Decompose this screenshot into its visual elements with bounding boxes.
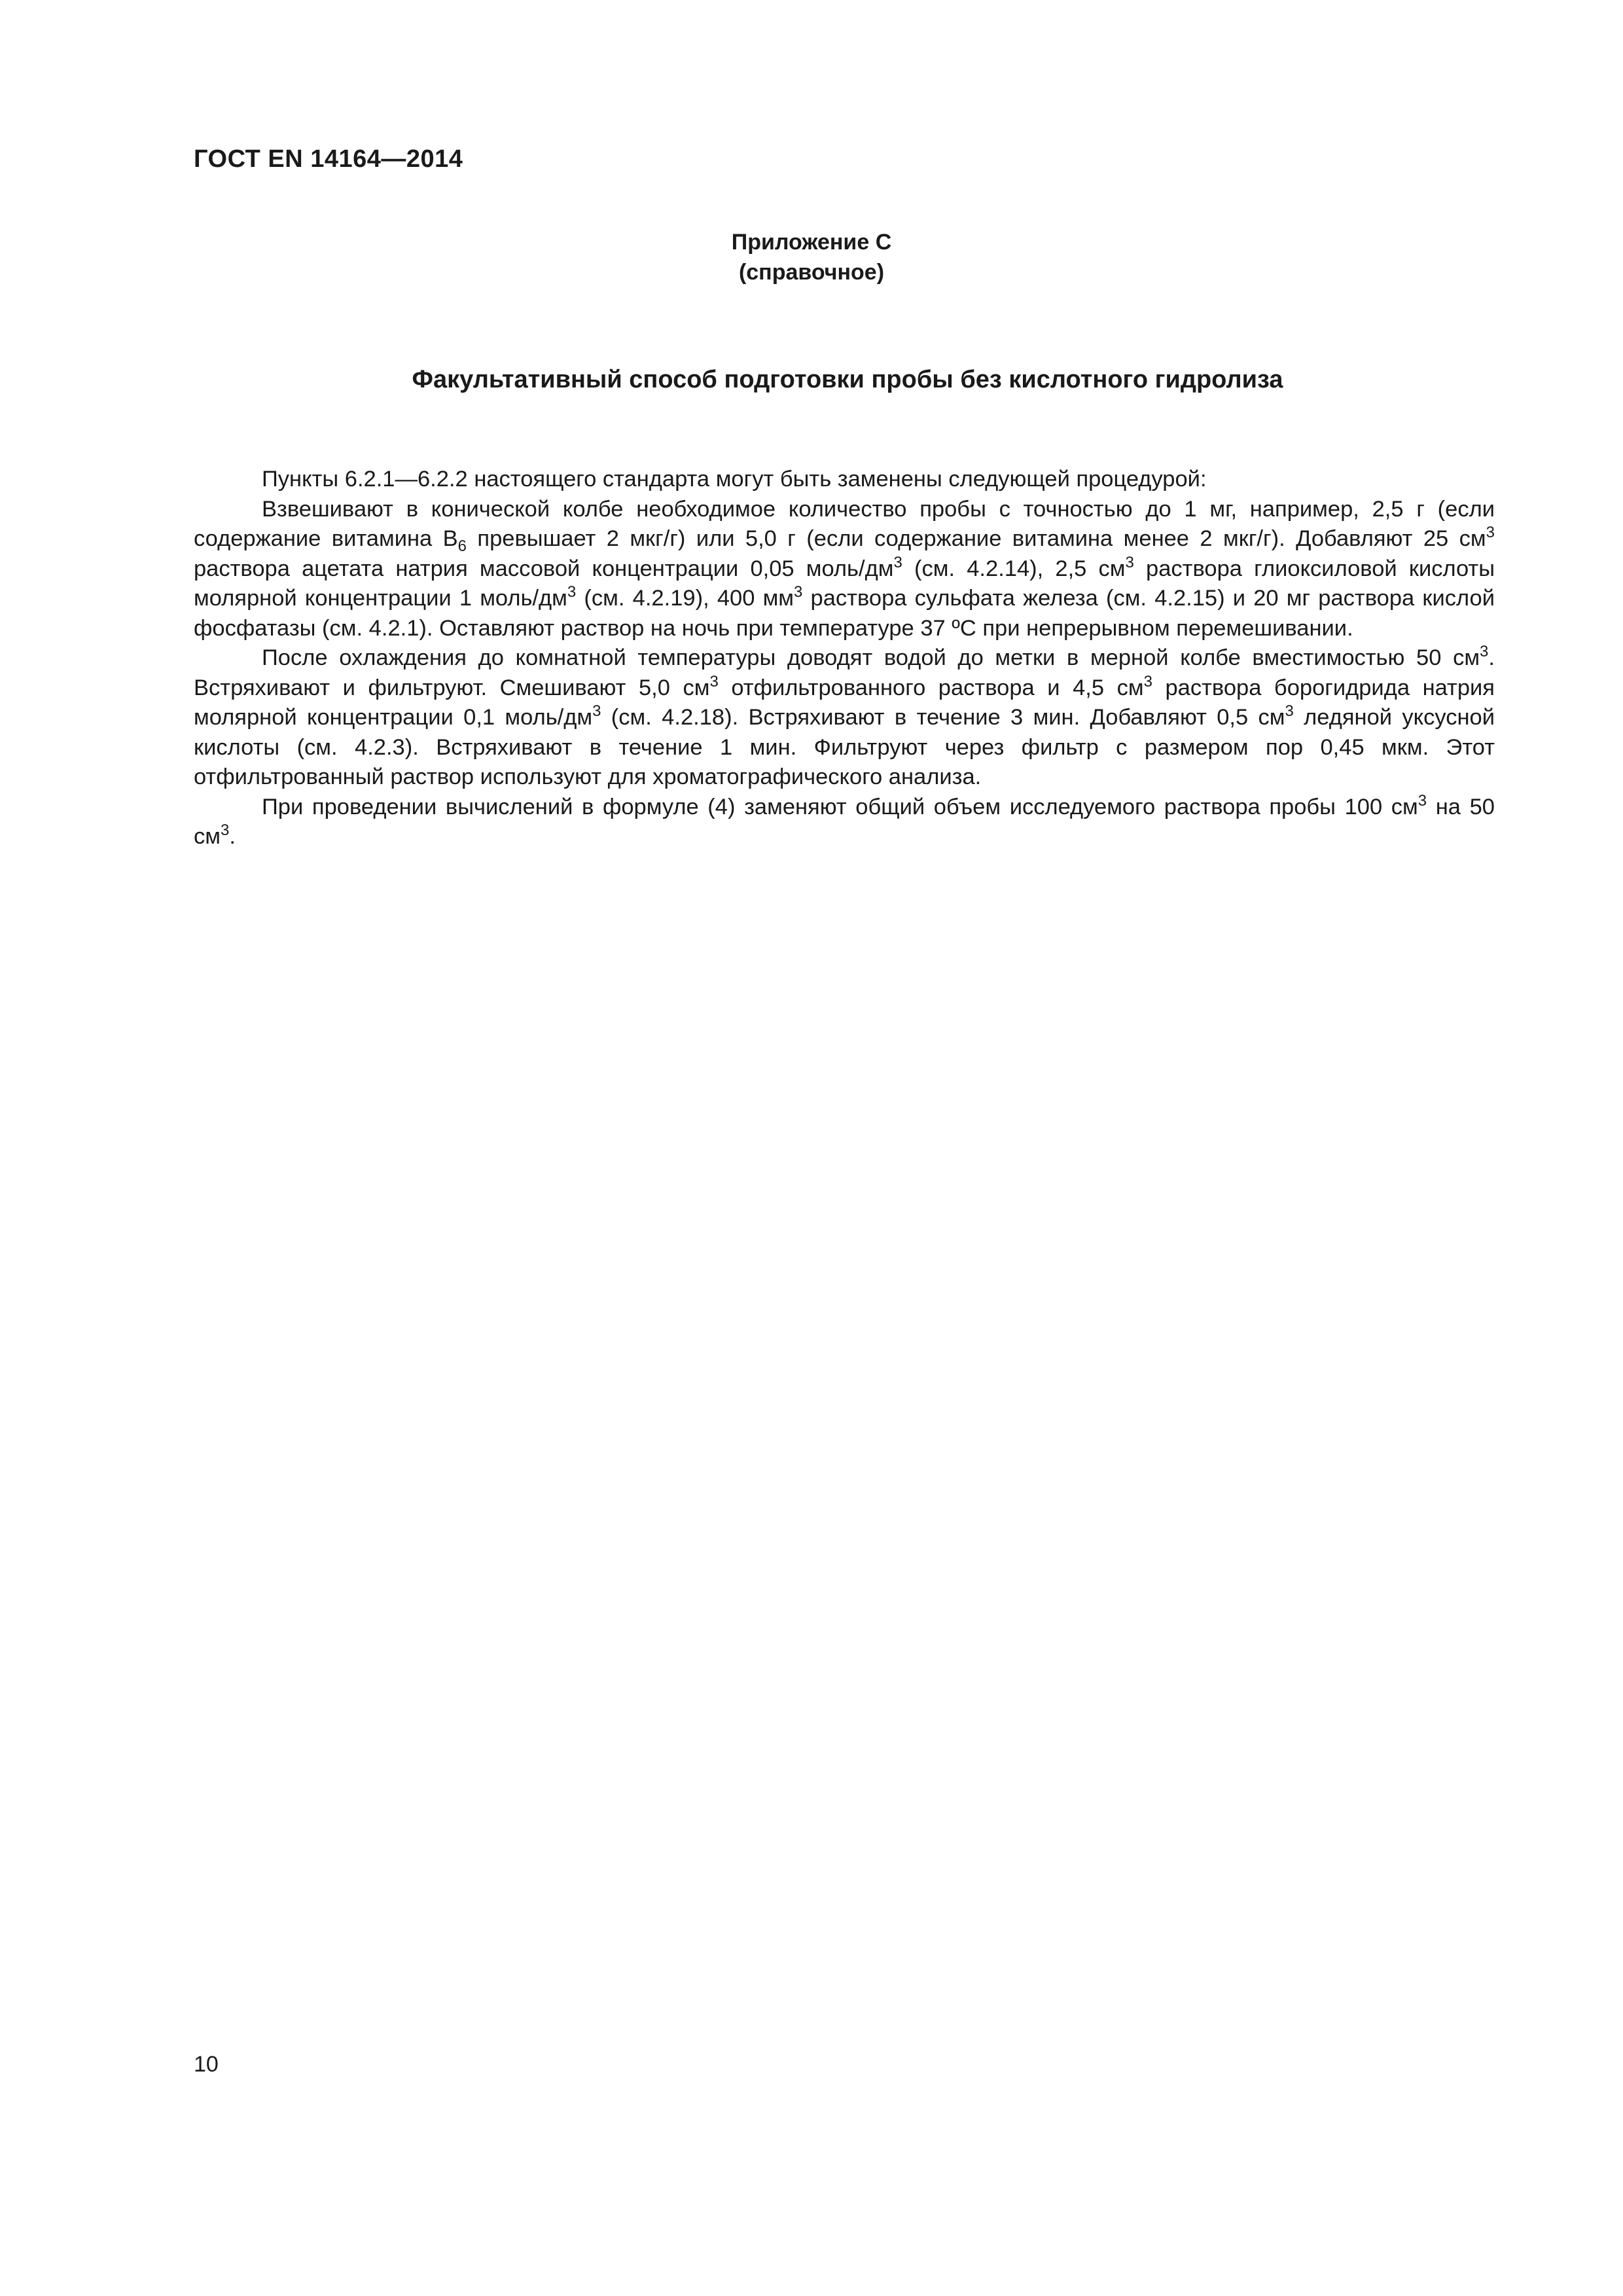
superscript: 3	[592, 702, 601, 720]
superscript: 3	[709, 672, 719, 691]
superscript: 3	[893, 553, 902, 571]
subscript: 6	[457, 537, 467, 555]
standard-code-header: ГОСТ EN 14164—2014	[194, 145, 463, 173]
text-run: Взвешивают в конической колбе необходимое количество пробы с точностью до 1 мг, например, 2,5 г (если содержание витамина В	[194, 496, 1495, 551]
annex-title: Факультативный способ подготовки пробы без кислотного гидролиза	[412, 365, 1283, 393]
text-run: (см. 4.2.14), 2,5 см	[902, 556, 1126, 581]
text-run: раствора сульфата железа (см. 4.2.15) и 20 мг раствора кислой фосфатазы (см. 4.2.1). Оставляют раствор на ночь при температуре 37 ºС при непрерывном перемешивании.	[194, 586, 1495, 641]
superscript: 3	[794, 583, 803, 601]
text-run: на 50 см	[194, 794, 1495, 849]
superscript: 3	[1486, 524, 1495, 541]
text-run: раствора ацетата натрия массовой концентрации 0,05 моль/дм	[194, 556, 894, 581]
text-run: ледяной уксусной кислоты (см. 4.2.3). Встряхивают в течение 1 мин. Фильтруют через фильтр с размером пор 0,45 мкм. Этот отфильтрованный раствор используют для хроматографического анализа.	[194, 705, 1495, 789]
superscript: 3	[1125, 553, 1134, 571]
text-run: .	[229, 824, 236, 849]
text-run: (см. 4.2.18). Встряхивают в течение 3 мин. Добавляют 0,5 см	[601, 705, 1285, 730]
superscript: 3	[1418, 791, 1427, 810]
text-run: . Встряхивают и фильтруют. Смешивают 5,0 см	[194, 645, 1495, 700]
paragraph-4	[194, 793, 1495, 852]
annex-label: Приложение С	[731, 230, 892, 255]
superscript: 3	[220, 821, 230, 839]
annex-kind: (справочное)	[738, 260, 885, 285]
superscript: 3	[1285, 702, 1294, 720]
superscript: 3	[1143, 672, 1152, 691]
paragraph-2	[194, 495, 1495, 644]
superscript: 3	[1480, 643, 1489, 660]
annex-body	[194, 465, 1495, 852]
text-run: отфильтрованного раствора и 4,5 см	[718, 675, 1144, 700]
text-run: превышает 2 мкг/г) или 5,0 г (если содержание витамина менее 2 мкг/г). Добавляют 25 см	[467, 526, 1486, 551]
superscript: 3	[567, 583, 577, 601]
paragraph-3	[194, 643, 1495, 793]
annex-heading	[194, 227, 1429, 287]
text-run: (см. 4.2.19), 400 мм	[576, 586, 794, 611]
text-run: раствора борогидрида натрия молярной концентрации 0,1 моль/дм	[194, 675, 1495, 730]
paragraph-1: Пункты 6.2.1—6.2.2 настоящего стандарта могут быть заменены следующей процедурой:	[262, 467, 1207, 492]
page-number: 10	[194, 2052, 219, 2077]
text-run: После охлаждения до комнатной температуры доводят водой до метки в мерной колбе вместимостью 50 см	[262, 645, 1480, 670]
text-run: раствора глиоксиловой кислоты молярной концентрации 1 моль/дм	[194, 556, 1495, 611]
text-run: При проведении вычислений в формуле (4) заменяют общий объем исследуемого раствора пробы 100 см	[262, 794, 1418, 819]
